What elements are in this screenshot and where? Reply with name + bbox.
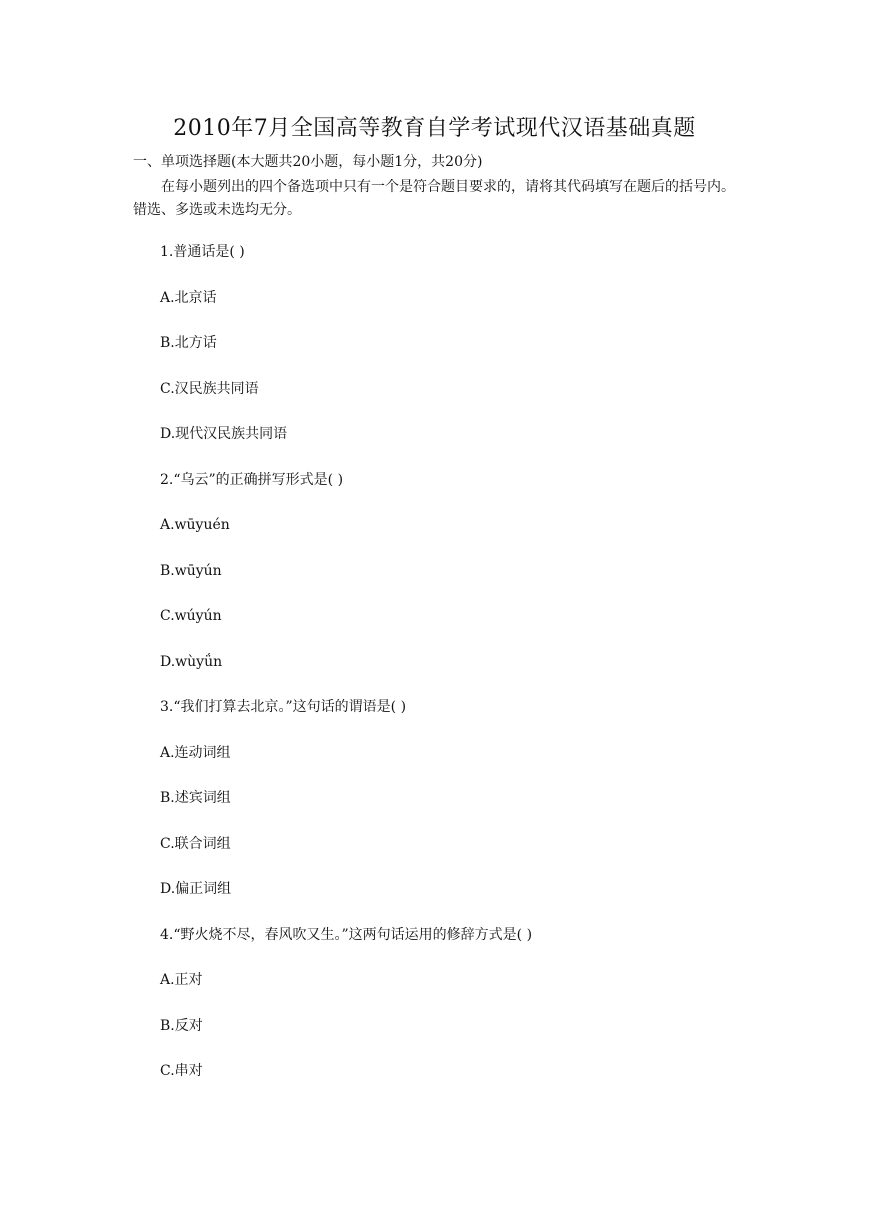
instructions-paragraph: 在每小题列出的四个备选项中只有一个是符合题目要求的，请将其代码填写在题后的括号内。错选、多选或未选均无分。 <box>133 179 735 218</box>
document-title: 2010年7月全国高等教育自学考试现代汉语基础真题 <box>173 116 696 141</box>
option-4a: A.正对 <box>160 972 203 988</box>
option-4c: C.串对 <box>160 1063 203 1079</box>
option-3c: C.联合词组 <box>160 836 231 852</box>
question-stem-2: 2.“乌云”的正确拼写形式是( ) <box>160 472 344 488</box>
option-2b: B.wūyún <box>160 563 222 579</box>
option-2d: D.wùyǘn <box>160 654 223 670</box>
option-1c: C.汉民族共同语 <box>160 381 259 397</box>
option-2c: C.wúyún <box>160 608 222 624</box>
option-1b: B.北方话 <box>160 335 217 351</box>
option-2a: A.wūyuén <box>160 517 230 533</box>
option-1d: D.现代汉民族共同语 <box>160 426 288 442</box>
question-stem-1: 1.普通话是( ) <box>160 244 245 260</box>
question-stem-4: 4.“野火烧不尽，春风吹又生。”这两句话运用的修辞方式是( ) <box>160 927 533 943</box>
option-3b: B.述宾词组 <box>160 790 231 806</box>
option-3d: D.偏正词组 <box>160 881 232 897</box>
option-3a: A.连动词组 <box>160 745 231 761</box>
option-1a: A.北京话 <box>160 290 217 306</box>
question-stem-3: 3.“我们打算去北京。”这句话的谓语是( ) <box>160 699 407 715</box>
section-heading: 一、单项选择题(本大题共20小题，每小题1分，共20分) <box>133 154 483 170</box>
option-4b: B.反对 <box>160 1018 203 1034</box>
